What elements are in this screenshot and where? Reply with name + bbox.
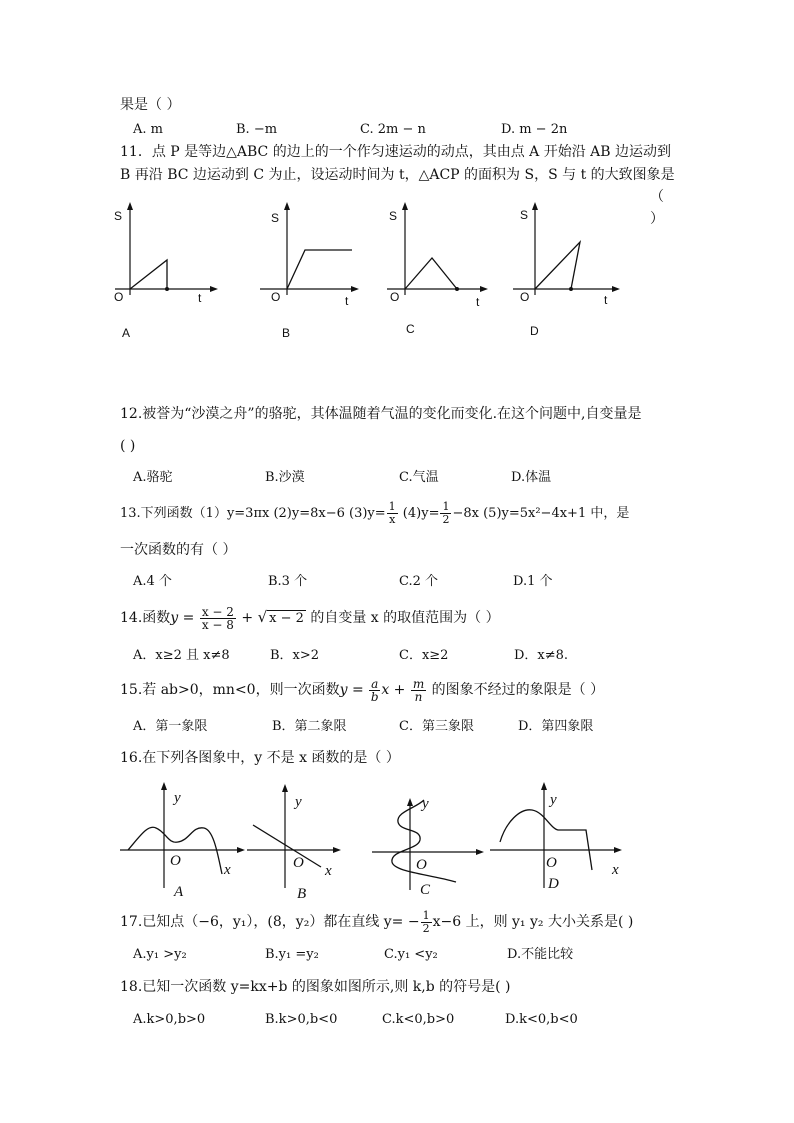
q12-option-a: A.骆驼 (133, 470, 173, 485)
axis-label-x: t (476, 295, 480, 309)
y-axis-arrow (161, 782, 167, 790)
origin-label: O (520, 290, 530, 304)
axis-label-y: S (114, 209, 123, 223)
q14-option-b: B．x>2 (270, 648, 320, 663)
q14-sqrt-body: x − 2 (269, 611, 304, 626)
graph-point (569, 287, 573, 291)
axis-label-y: S (271, 211, 280, 225)
fraction-denominator: 2 (422, 921, 430, 935)
q17-suffix: x−6 上，则 y₁ y₂ 大小关系是( ) (432, 914, 634, 930)
q15-option-a: A．第一象限 (133, 719, 208, 734)
q12-stem-line1: 12.被誉为“沙漠之舟”的骆驼，其体温随着气温的变化而变化.在这个问题中,自变量是 (120, 406, 642, 422)
q13-prefix: 13.下列函数（1）y=3πx (2)y=8x−6 (3)y= (120, 506, 386, 521)
y-axis-arrow (532, 202, 538, 210)
axis-label-x: t (345, 294, 349, 308)
fraction-numerator: x − 2 (201, 604, 234, 619)
fraction-numerator: 1 (442, 500, 450, 513)
q14-suffix: 的自变量 x 的取值范围为（ ） (305, 610, 500, 626)
axis-label-x: x (325, 863, 332, 879)
x-axis-arrow (476, 849, 484, 855)
q13-fraction-1 (387, 501, 398, 526)
axis-label-y: y (295, 794, 302, 810)
graph-curve (405, 258, 457, 289)
axis-label-y: y (174, 790, 181, 806)
q13-option-b: B.3 个 (268, 574, 308, 589)
q15-option-c: C．第三象限 (399, 719, 474, 734)
q16-stem: 16.在下列各图象中，y 不是 x 函数的是（ ） (120, 750, 400, 766)
q15-option-b: B．第二象限 (272, 719, 347, 734)
origin-label: O (546, 855, 557, 871)
origin-label: O (416, 857, 427, 873)
fraction-numerator: a (371, 676, 379, 691)
q17-prefix: 17.已知点（−6，y₁），(8，y₂）都在直线 y= − (120, 914, 420, 930)
x-axis-arrow (351, 286, 359, 292)
graph-label: B (282, 326, 291, 340)
q15-fraction-1 (369, 678, 380, 703)
q13-option-d: D.1 个 (513, 574, 553, 589)
q16-graph-b (243, 778, 353, 902)
q15-prefix: 15.若 ab>0，mn<0，则一次函数 (120, 682, 340, 698)
axis-label-x: x (224, 862, 231, 878)
fraction-denominator: 2 (442, 513, 450, 526)
axis-label-x: x (612, 862, 619, 878)
q14-eq: = (178, 610, 199, 626)
q15-y-var: y (339, 682, 348, 698)
graph-label: A (122, 326, 131, 340)
q14-option-a: A．x≥2 且 x≠8 (133, 648, 230, 663)
q16-graph-d (488, 778, 628, 898)
q17-option-a: A.y₁ >y₂ (133, 947, 187, 962)
graph-point (455, 287, 459, 291)
q13-option-c: C.2 个 (399, 574, 439, 589)
fraction-denominator: x (389, 513, 396, 526)
q14-stem (120, 601, 500, 635)
q13-stem-line2: 一次函数的有（ ） (120, 542, 237, 558)
origin-label: O (271, 290, 281, 304)
q11-paren-open: （ (650, 189, 664, 205)
q15-x-plus: x + (381, 682, 410, 698)
graph-label: D (548, 876, 559, 892)
graph-curve (287, 250, 352, 289)
origin-label: O (170, 853, 181, 869)
q16-graph-c (368, 778, 488, 898)
q13-stem-line1 (120, 498, 629, 530)
x-axis-arrow (480, 286, 488, 292)
axis-label-y: y (422, 796, 429, 812)
q13-fraction-2 (440, 501, 451, 526)
q14-prefix: 14.函数 (120, 610, 171, 626)
q11-graph-d (510, 200, 630, 340)
q18-option-d: D.k<0,b<0 (505, 1012, 578, 1027)
sqrt-icon: √ (257, 608, 268, 626)
q18-option-c: C.k<0,b>0 (382, 1012, 455, 1027)
q10-option-b: B. −m (236, 122, 278, 137)
q10-option-a: A. m (133, 122, 163, 137)
q14-option-d: D．x≠8. (514, 648, 569, 663)
y-axis-arrow (402, 202, 408, 210)
q11-graph-b (255, 200, 375, 340)
q15-suffix: 的图象不经过的象限是（ ） (427, 682, 605, 698)
graph-label: A (174, 884, 184, 900)
fraction-denominator: x − 8 (201, 617, 234, 632)
q11-graph-a (110, 200, 230, 340)
q17-option-b: B.y₁ =y₂ (265, 947, 319, 962)
y-axis-arrow (407, 798, 413, 806)
fraction-numerator: 1 (422, 908, 430, 922)
q15-stem (120, 674, 604, 706)
q11-stem-line1: 11．点 P 是等边△ABC 的边上的一个作匀速运动的动点，其由点 A 开始沿 AB 边运动到 (120, 144, 672, 160)
q13-option-a: A.4 个 (133, 574, 172, 589)
x-axis-arrow (614, 847, 622, 853)
q12-option-b: B.沙漠 (265, 470, 305, 485)
axis-label-y: S (389, 209, 398, 223)
y-axis-arrow (284, 202, 290, 210)
axis-label-x: t (198, 291, 202, 305)
graph-curve (253, 825, 321, 867)
graph-curve (535, 242, 580, 289)
q12-option-d: D.体温 (511, 470, 552, 485)
q17-stem (120, 906, 633, 938)
q12-stem-line2: ( ) (120, 438, 136, 454)
y-axis-arrow (541, 782, 547, 790)
q10-option-d: D. m − 2n (501, 122, 568, 137)
q18-option-b: B.k>0,b<0 (265, 1012, 338, 1027)
q17-option-d: D.不能比较 (507, 947, 574, 962)
q10-stem-tail: 果是（ ） (120, 97, 181, 113)
axis-label-x: t (604, 293, 608, 307)
y-axis-arrow (282, 784, 288, 792)
q14-fraction (200, 606, 236, 631)
y-axis-arrow (127, 202, 133, 210)
q14-y-var: y (170, 610, 179, 626)
axis-label-y: y (550, 792, 557, 808)
q11-stem-line2: B 再沿 BC 边运动到 C 为止，设运动时间为 t，△ACP 的面积为 S，S 与 t 的大致图象是 (120, 167, 675, 183)
q11-paren-close: ） (650, 211, 664, 227)
graph-label: D (530, 324, 539, 338)
q11-graph-c (384, 200, 504, 340)
q13-mid: (4)y= (398, 506, 440, 521)
fraction-denominator: b (370, 689, 379, 704)
q10-option-c: C. 2m − n (360, 122, 426, 137)
graph-label: B (297, 886, 307, 902)
q15-option-d: D．第四象限 (518, 719, 594, 734)
q17-fraction (421, 910, 432, 935)
q14-plus: + (236, 610, 258, 626)
fraction-denominator: n (414, 689, 423, 704)
x-axis-arrow (333, 847, 341, 853)
graph-label: C (420, 882, 431, 898)
q14-option-c: C．x≥2 (399, 648, 449, 663)
q12-option-c: C.气温 (399, 470, 439, 485)
graph-label: C (406, 322, 415, 336)
q16-graph-a (118, 778, 248, 898)
axis-label-y: S (520, 208, 529, 222)
q18-option-a: A.k>0,b>0 (133, 1012, 206, 1027)
origin-label: O (293, 855, 304, 871)
fraction-numerator: m (412, 676, 425, 691)
fraction-numerator: 1 (388, 500, 396, 513)
q15-eq: = (347, 682, 369, 698)
origin-label: O (390, 290, 400, 304)
graph-curve (130, 260, 167, 289)
x-axis-arrow (210, 286, 218, 292)
origin-label: O (114, 290, 124, 304)
q17-option-c: C.y₁ <y₂ (384, 947, 438, 962)
q15-fraction-2 (411, 678, 426, 703)
q13-suffix: −8x (5)y=5x²−4x+1 中，是 (452, 506, 630, 521)
graph-point (165, 287, 169, 291)
x-axis-arrow (612, 286, 620, 292)
q18-stem: 18.已知一次函数 y=kx+b 的图象如图所示,则 k,b 的符号是( ) (120, 979, 511, 995)
